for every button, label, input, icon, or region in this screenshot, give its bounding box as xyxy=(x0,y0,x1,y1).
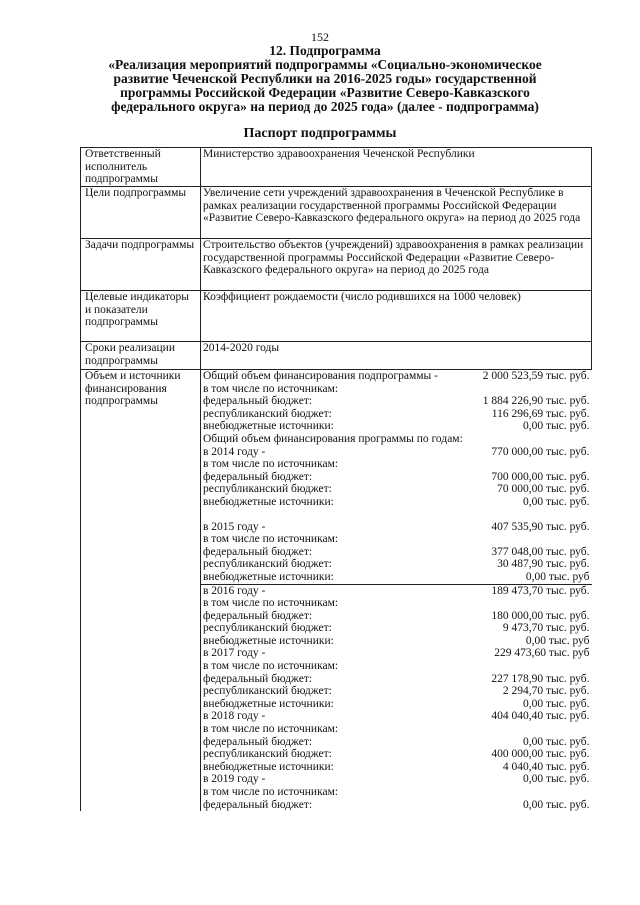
year-line xyxy=(203,521,590,534)
table-row xyxy=(81,291,592,342)
fin-label: федеральный бюджет: xyxy=(203,545,313,558)
fin-label xyxy=(203,370,438,383)
fin-value: 700 000,00 тыс. руб. xyxy=(491,470,590,483)
table-row xyxy=(81,342,592,370)
fin-line xyxy=(203,558,590,571)
fin-value: 2 000 523,59 тыс. руб. xyxy=(482,370,590,382)
table-row xyxy=(81,187,592,239)
fin-line xyxy=(203,673,590,686)
fin-label: федеральный бюджет: xyxy=(203,395,313,408)
year-label: в 2014 году - xyxy=(203,445,266,458)
fin-value: 404 040,40 тыс. руб. xyxy=(491,710,590,723)
heading-line: развитие Чеченской Республики на 2016-2025 годы» государственной xyxy=(113,71,537,86)
fin-label: федеральный бюджет: xyxy=(203,735,313,748)
row-label: Объем и источники финансирования подпрограммы xyxy=(81,370,201,812)
fin-label: федеральный бюджет: xyxy=(203,672,313,685)
fin-value: 1 884 226,90 тыс. руб. xyxy=(482,395,590,408)
fin-label: республиканский бюджет: xyxy=(203,558,332,571)
fin-value: 400 000,00 тыс. руб. xyxy=(491,748,590,761)
fin-line xyxy=(203,370,590,383)
table-row xyxy=(81,370,592,812)
fin-label: в том числе по источникам: xyxy=(203,786,339,798)
fin-label: федеральный бюджет: xyxy=(203,470,313,483)
fin-value: 30 487,90 тыс. руб. xyxy=(497,558,590,571)
passport-title: Паспорт подпрограммы xyxy=(243,126,397,141)
fin-line xyxy=(203,761,590,774)
fin-label: республиканский бюджет: xyxy=(203,622,332,635)
fin-label: в том числе по источникам: xyxy=(203,458,339,471)
heading-line: федерального округа» на период до 2025 года» (далее - подпрограмма) xyxy=(111,99,539,114)
year-line xyxy=(203,585,590,598)
fin-line xyxy=(203,471,590,484)
heading-line: «Реализация мероприятий подпрограммы «Социально-экономическое xyxy=(108,57,542,72)
fin-value: 377 048,00 тыс. руб. xyxy=(491,545,590,558)
fin-label: внебюджетные источники: xyxy=(203,634,334,647)
row-label: Ответственный исполнитель подпрограммы xyxy=(81,148,201,187)
table-row xyxy=(81,148,592,187)
fin-label: в том числе по источникам: xyxy=(203,660,339,673)
fin-line xyxy=(203,799,590,812)
fin-label: Общий объем финансирования программы по годам: xyxy=(203,432,463,445)
fin-label: республиканский бюджет: xyxy=(203,483,332,496)
fin-label: в том числе по источникам: xyxy=(203,597,339,610)
year-label: в 2015 году - xyxy=(203,520,266,533)
fin-label: в том числе по источникам: xyxy=(203,723,339,736)
fin-value: 0,00 тыс. руб xyxy=(525,634,590,647)
fin-value: 70 000,00 тыс. руб. xyxy=(497,483,590,496)
subprogram-heading xyxy=(60,44,590,114)
fin-value: 407 535,90 тыс. руб. xyxy=(491,520,590,533)
fin-label: в том числе по источникам: xyxy=(203,382,339,395)
page-number: 152 xyxy=(311,30,329,44)
fin-value: 0,00 тыс. руб. xyxy=(522,773,590,786)
year-label: в 2016 году - xyxy=(203,584,266,597)
row-label: Сроки реализации подпрограммы xyxy=(81,342,201,370)
fin-label: федеральный бюджет: xyxy=(203,609,313,622)
row-value: Строительство объектов (учреждений) здравоохранения в рамках реализации государственной программы Российской Федерации «Развитие Северо-Кавказского федерального округа» на период до 2025 года xyxy=(201,239,592,291)
year-label: в 2019 году - xyxy=(203,773,266,786)
fin-label: республиканский бюджет: xyxy=(203,407,332,420)
year-label: в 2018 году - xyxy=(203,710,266,723)
row-value: Увеличение сети учреждений здравоохранения в Чеченской Республике в рамках реализации государственной программы Российской Федерации «Развитие Северо-Кавказского федерального округа» на период до 2025 года xyxy=(201,187,592,239)
fin-label: внебюджетные источники: xyxy=(203,495,334,508)
passport-table xyxy=(80,147,592,811)
fin-value: 0,00 тыс. руб. xyxy=(522,697,590,710)
heading-line: программы Российской Федерации «Развитие Северо-Кавказского xyxy=(120,85,530,100)
fin-value: 770 000,00 тыс. руб. xyxy=(491,445,590,458)
financing-cell xyxy=(201,370,592,812)
fin-value: 0,00 тыс. руб. xyxy=(522,735,590,748)
spacer xyxy=(203,509,590,521)
row-value: 2014-2020 годы xyxy=(201,342,592,370)
row-label: Целевые индикаторы и показатели подпрограммы xyxy=(81,291,201,342)
fin-line xyxy=(203,622,590,635)
fin-line xyxy=(203,546,590,559)
fin-value: 0,00 тыс. руб. xyxy=(522,798,590,811)
fin-value: 180 000,00 тыс. руб. xyxy=(491,609,590,622)
fin-label: внебюджетные источники: xyxy=(203,760,334,773)
heading-line: 12. Подпрограмма xyxy=(269,43,381,58)
row-value: Министерство здравоохранения Чеченской Республики xyxy=(201,148,592,187)
fin-label: внебюджетные источники: xyxy=(203,420,334,433)
total-label: Общий объем финансирования подпрограммы - xyxy=(203,370,438,382)
fin-line xyxy=(201,571,592,585)
fin-value: 0,00 тыс. руб xyxy=(525,570,590,583)
year-line xyxy=(203,773,590,786)
fin-label: республиканский бюджет: xyxy=(203,685,332,698)
row-label: Цели подпрограммы xyxy=(81,187,201,239)
table-row xyxy=(81,239,592,291)
fin-line xyxy=(203,420,590,433)
row-label: Задачи подпрограммы xyxy=(81,239,201,291)
fin-value: 9 473,70 тыс. руб. xyxy=(502,622,590,635)
fin-label: федеральный бюджет: xyxy=(203,798,313,811)
fin-line xyxy=(203,635,590,648)
fin-value: 2 294,70 тыс. руб. xyxy=(502,685,590,698)
fin-line xyxy=(203,685,590,698)
fin-line xyxy=(203,748,590,761)
fin-line xyxy=(203,610,590,623)
fin-value: 0,00 тыс. руб. xyxy=(522,420,590,433)
fin-line xyxy=(203,483,590,496)
fin-line xyxy=(203,395,590,408)
year-line xyxy=(203,647,590,660)
row-value: Коэффициент рождаемости (число родившихся на 1000 человек) xyxy=(201,291,592,342)
fin-label: в том числе по источникам: xyxy=(203,533,339,546)
fin-line xyxy=(203,736,590,749)
fin-line xyxy=(203,408,590,421)
fin-value: 116 296,69 тыс. руб. xyxy=(491,407,590,420)
fin-line xyxy=(203,698,590,711)
fin-value: 0,00 тыс. руб. xyxy=(522,495,590,508)
fin-value: 189 473,70 тыс. руб. xyxy=(491,584,590,597)
fin-value: 229 473,60 тыс. руб xyxy=(494,647,590,660)
fin-value: 4 040,40 тыс. руб. xyxy=(502,760,590,773)
fin-label: внебюджетные источники: xyxy=(203,570,334,583)
fin-line xyxy=(203,496,590,509)
fin-label: республиканский бюджет: xyxy=(203,748,332,761)
year-label: в 2017 году - xyxy=(203,647,266,660)
year-line xyxy=(203,710,590,723)
year-line xyxy=(203,446,590,459)
fin-value: 227 178,90 тыс. руб. xyxy=(491,672,590,685)
fin-label: внебюджетные источники: xyxy=(203,697,334,710)
